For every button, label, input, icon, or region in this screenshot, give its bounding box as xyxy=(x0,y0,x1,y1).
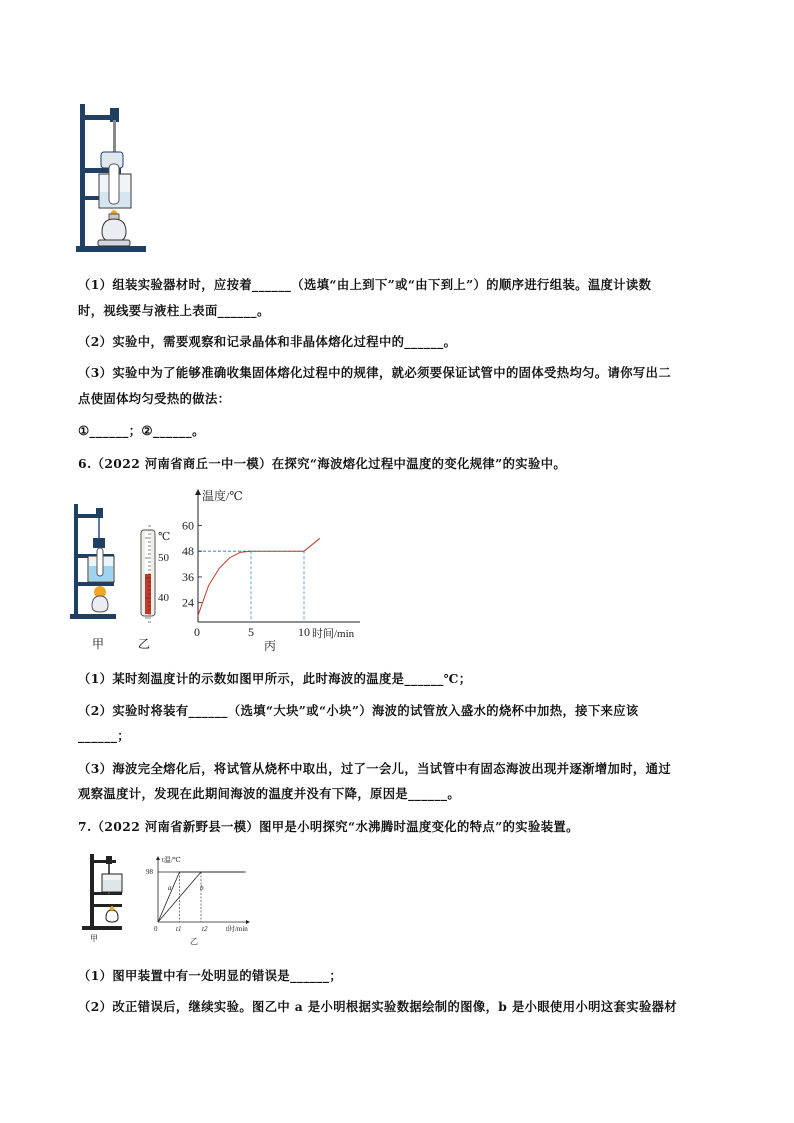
x-tick-label: 5 xyxy=(248,625,254,639)
y-tick-label: 36 xyxy=(182,569,194,584)
q6-part3-line1: （3）海波完全熔化后，将试管从烧杯中取出，过了一会儿，当试管中有固态海波出现并逐渐增加时，通过 xyxy=(78,761,672,776)
y-tick-label: 60 xyxy=(182,518,194,533)
q7-apparatus-jia xyxy=(78,852,130,932)
y-tick-label: 48 xyxy=(182,544,194,559)
origin-label: 0 xyxy=(154,925,158,933)
x-tick-t2: t2 xyxy=(202,925,208,933)
q7-stem: 7.（2022 河南省新野县一模）图甲是小明探究“水沸腾时温度变化的特点”的实验装置。 xyxy=(78,819,579,834)
q6-part3-line2: 观察温度计，发现在此期间海波的温度并没有下降，原因是______。 xyxy=(78,786,461,801)
q5-part3-line2: 点使固体均匀受热的做法： xyxy=(78,391,231,406)
label-bing: 丙 xyxy=(264,639,277,653)
q6-stem: 6.（2022 河南省商丘一中一模）在探究“海波熔化过程中温度的变化规律”的实验中。 xyxy=(78,456,567,471)
q6-part2-line1: （2）实验时将装有______（选填“大块”或“小块”）海波的试管放入盛水的烧杯中加热，接下来应该 xyxy=(78,703,639,718)
q5-part4: ①______；②______。 xyxy=(78,423,205,438)
q6-label-yi: 乙 xyxy=(138,637,151,651)
q6-label-jia: 甲 xyxy=(92,637,105,651)
series-line-haibo xyxy=(198,538,320,615)
x-axis-label: 时间/min xyxy=(312,628,355,640)
y-axis-label: 温度/℃ xyxy=(202,489,243,503)
y-tick-label: 24 xyxy=(182,595,194,610)
q5-part3-line1: （3）实验中为了能够准确收集固体熔化过程中的规律，就必须要保证试管中的固体受热均匀。请你写出二 xyxy=(78,365,672,380)
x-tick-label: 10 xyxy=(298,625,310,639)
series-label-a: a xyxy=(168,884,172,892)
thermometer-tick-label-40: 40 xyxy=(158,592,169,604)
thermometer-tick-label-50: 50 xyxy=(158,552,169,564)
q5-part1-line2: 时，视线要与液柱上表面______。 xyxy=(78,303,270,318)
q6-thermometer-yi xyxy=(128,528,180,628)
q6-part2-line2: ______； xyxy=(78,728,130,743)
thermometer-unit-label: ℃ xyxy=(158,531,171,543)
series-label-b: b xyxy=(200,884,204,892)
q6-melting-chart xyxy=(182,486,368,654)
q6-apparatus-jia xyxy=(66,500,126,622)
x-tick-t1: t1 xyxy=(176,925,182,933)
y-axis-label: t温/℃ xyxy=(162,856,181,864)
origin-label: 0 xyxy=(194,625,200,639)
q7-part1: （1）图甲装置中有一处明显的错误是______； xyxy=(78,968,343,983)
q5-part1-line1: （1）组装实验器材时，应按着______（选填“由上到下”或“由下到上”）的顺序进行组装。温度计读数 xyxy=(78,277,652,292)
q7-boiling-chart xyxy=(146,852,254,948)
q6-part1: （1）某时刻温度计的示数如图甲所示，此时海波的温度是______℃； xyxy=(78,671,472,686)
apparatus-figure-1 xyxy=(76,102,152,256)
x-axis-label: t时/min xyxy=(226,925,248,933)
q7-label-jia: 甲 xyxy=(90,934,98,943)
label-yi: 乙 xyxy=(190,937,198,946)
q5-part2: （2）实验中，需要观察和记录晶体和非晶体熔化过程中的______。 xyxy=(78,334,457,349)
y-tick-98: 98 xyxy=(146,868,153,876)
q7-part2: （2）改正错误后，继续实验。图乙中 a 是小明根据实验数据绘制的图像，b 是小眼使用小明这套实验器材 xyxy=(78,999,678,1014)
